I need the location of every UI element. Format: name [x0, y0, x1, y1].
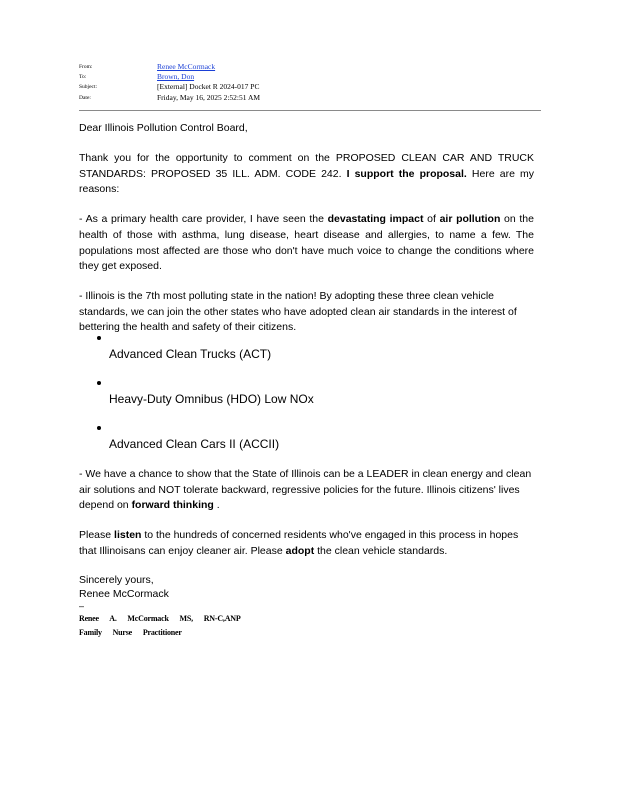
email-header [79, 62, 541, 103]
header-divider [79, 110, 541, 111]
paragraph-health-tail: on the health of those with asthma, lung disease, heart disease and allergies, to name a few. The populations most affected are those who don't have much voice to change the conditions where they get exposed. [79, 213, 534, 273]
paragraph-leader-text: - We have a chance to show that the State of Illinois can be a LEADER in clean energy and clean air solutions and NOT tolerate backward, regressive policies for the future. Illinois citizens' lives depend on [79, 468, 532, 512]
salutation: Dear Illinois Pollution Control Board, [79, 122, 248, 134]
subject-row [79, 82, 541, 92]
emphasis-forward-thinking: forward thinking [131, 499, 214, 512]
emphasis-air-pollution: air pollution [439, 213, 501, 226]
list-item [79, 426, 534, 471]
paragraph-illinois: - Illinois is the 7th most polluting state in the nation! By adopting these three clean vehicle standards, we can join the other states who have adopted clean air standards in the interest of bettering the health and safety of their citizens. [79, 290, 517, 334]
paragraph-health [79, 212, 534, 274]
paragraph-request-tail: the clean vehicle standards. [314, 544, 448, 557]
paragraph-health-of: of [423, 213, 440, 226]
letter-body [79, 121, 534, 640]
from-label: From: [79, 64, 93, 70]
paragraph-request [79, 528, 534, 559]
date-row [79, 93, 541, 103]
emphasis-adopt: adopt [285, 544, 315, 557]
support-statement: I support the proposal. [346, 167, 467, 180]
paragraph-leader-tail: . [213, 499, 220, 512]
paragraph-support [79, 151, 534, 198]
paragraph-health-text: - As a primary health care provider, I have seen the [79, 213, 328, 226]
signature-name: Renee McCormack [79, 587, 169, 600]
list-item-label: Heavy-Duty Omnibus (HDO) Low NOx [109, 392, 314, 407]
paragraph-support-tail: Here are my reasons: [79, 167, 534, 196]
date-label: Date: [79, 94, 91, 101]
list-item-label: Advanced Clean Trucks (ACT) [109, 347, 272, 362]
subject-value: [External] Docket R 2024-017 PC [157, 82, 260, 92]
signature-credentials: Renee A. McCormack MS, RN-C,ANP [79, 614, 241, 623]
list-item [79, 381, 534, 426]
paragraph-request-text: Please [79, 529, 115, 542]
paragraph-leader [79, 467, 534, 514]
list-item [79, 336, 534, 381]
bullet-icon [97, 426, 101, 430]
signature-role: Family Nurse Practitioner [79, 628, 182, 637]
bullet-icon [97, 381, 101, 385]
date-value: Friday, May 16, 2025 2:52:51 AM [157, 92, 261, 102]
paragraph-request-mid: to the hundreds of concerned residents who've engaged in this process in hopes that Illinoisans can enjoy cleaner air. Please [79, 529, 519, 557]
paragraph-support-text: Thank you for the opportunity to comment on the PROPOSED CLEAN CAR AND TRUCK STANDARDS: PROPOSED 35 ILL. ADM. CODE 242. [79, 152, 534, 180]
bullet-icon [97, 336, 101, 340]
emphasis-devastating-impact: devastating impact [327, 213, 424, 226]
closing: Sincerely yours, [79, 574, 154, 586]
to-label: To: [79, 74, 87, 81]
to-row [79, 72, 541, 82]
list-item-label: Advanced Clean Cars II (ACCII) [109, 437, 280, 452]
to-link[interactable]: Brown, Don [157, 72, 195, 82]
standards-list [79, 336, 534, 471]
signature-block [79, 574, 534, 640]
signature-separator: – [79, 601, 85, 611]
from-row [79, 62, 541, 72]
emphasis-listen: listen [114, 529, 142, 542]
from-link[interactable]: Renee McCormack [157, 62, 216, 71]
subject-label: Subject: [79, 84, 98, 91]
